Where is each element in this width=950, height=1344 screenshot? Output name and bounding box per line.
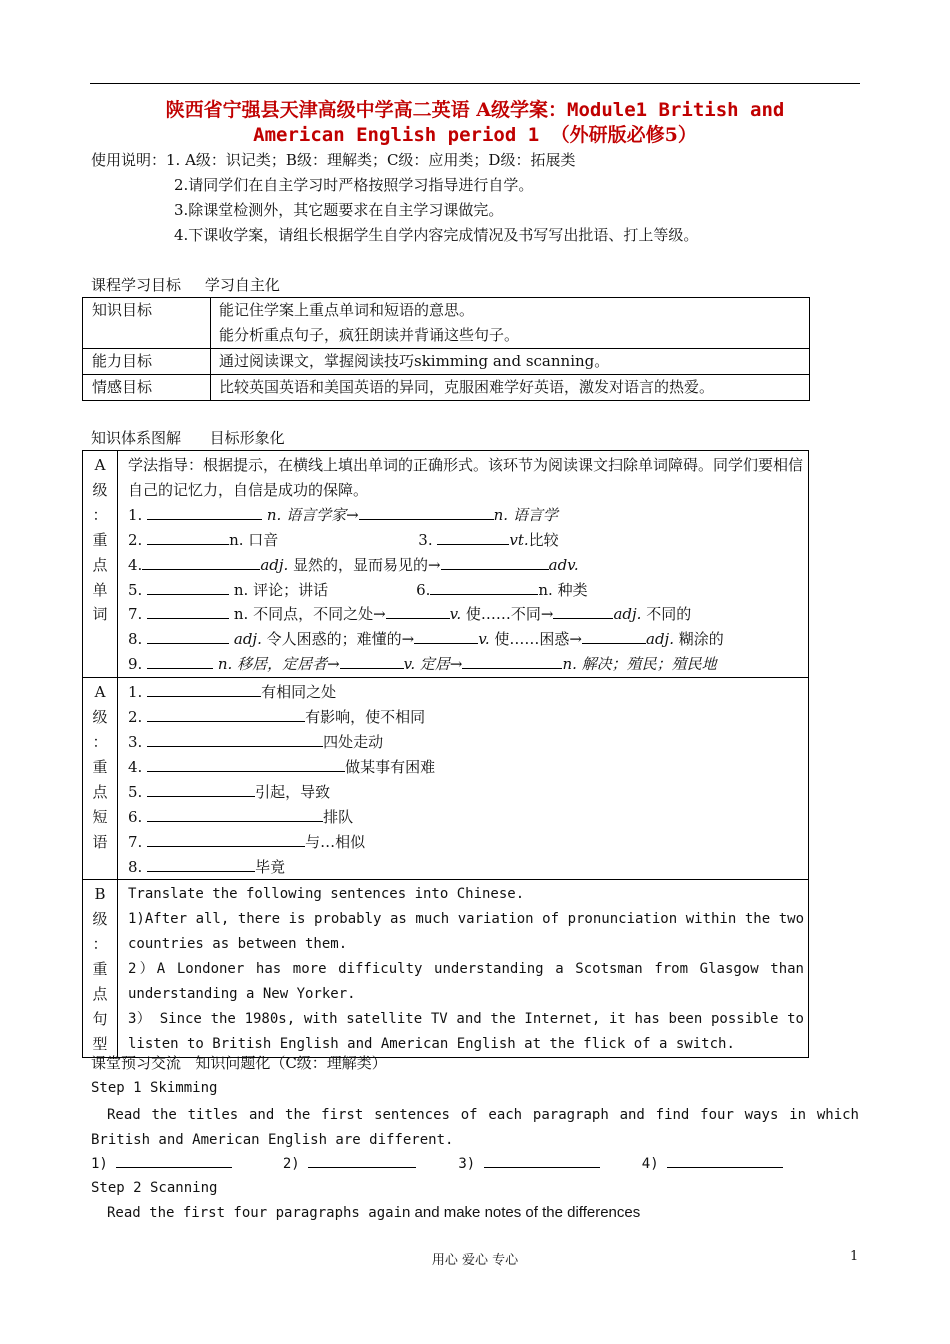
side-char: 点 [92,985,108,1004]
item-num: 1. [128,683,143,702]
words-section [118,451,809,678]
usage-item: 1. A级：识记类；B级：理解类；C级：应用类；D级：拓展类 [166,151,576,169]
word-hint: n. 评论；讲话 [233,580,329,599]
blank-field[interactable] [430,580,538,595]
blank-field[interactable] [142,555,260,570]
word-hint: v. [449,605,462,624]
answer-blanks [91,1153,783,1174]
item-num: 4. [128,757,143,776]
item-num: 7. [128,605,143,624]
word-line-1 [128,503,804,528]
word-line-2 [128,528,804,553]
usage-item: 4.下课收学案，请组长根据学生自学内容完成情况及书写写出批语、打上等级。 [174,226,699,244]
phrase-item [128,680,804,705]
side-char: A [94,456,106,474]
blank-field[interactable] [147,682,261,697]
side-char: ： [92,505,108,524]
step2-heading: Step 2 Scanning [91,1180,218,1196]
usage-item: 2.请同学们在自主学习时严格按照学习指导进行自学。 [174,176,534,194]
blank-field[interactable] [147,857,255,872]
word-line-3 [128,553,804,578]
side-char: 短 [92,807,108,826]
side-char: 语 [92,832,108,851]
goal-value [211,375,810,401]
word-hint: adj. [613,605,642,624]
table-row [83,678,809,880]
item-num: 3. [128,732,143,751]
word-hint: v. [478,630,490,649]
blank-field[interactable] [340,654,404,669]
side-char: 重 [92,530,108,549]
blank-field[interactable] [462,654,562,669]
phrase-text: 与…相似 [305,832,366,851]
word-hint: 使……不同→ [461,605,554,624]
knowledge-heading [91,428,285,448]
phrase-text: 排队 [323,807,354,826]
item-num: 3. [418,530,433,549]
page-number: 1 [850,1249,859,1264]
word-hint: 糊涂的 [673,630,724,649]
phrase-item [128,780,804,805]
words-side-label [83,451,118,678]
page-title [90,98,860,148]
goals-heading-text: 课程学习目标 [91,276,182,294]
goals-subheading-text: 学习自主化 [204,276,280,294]
side-char: 级 [92,480,108,499]
word-hint: n. 移居，定居者→ [217,655,340,674]
word-hint: adj. [646,630,674,649]
blank-field[interactable] [147,707,305,722]
word-line-7 [128,652,804,677]
side-char: B [94,885,106,904]
item-num: 6. [128,807,143,826]
step2-text [107,1202,640,1223]
blank-field[interactable] [147,629,229,644]
side-char: 级 [92,708,108,727]
phrase-item [128,830,804,855]
word-hint: n. 语言学 [493,505,558,524]
item-num: 8. [128,857,143,876]
blank-field[interactable] [386,604,450,619]
blank-field[interactable] [147,757,345,772]
table-row [83,375,810,401]
phrases-side-label [83,678,118,880]
phrase-item [128,730,804,755]
item-num: 1) [91,1156,108,1172]
word-hint: n. 语言学家→ [266,505,359,524]
blank-field[interactable] [414,629,478,644]
knowledge-table [82,450,809,1058]
blank-field[interactable] [582,629,646,644]
goal-line: 能记住学案上重点单词和短语的意思。 [219,301,475,319]
blank-field[interactable] [359,505,494,520]
item-num: 2) [282,1156,300,1172]
blank-field[interactable] [147,732,323,747]
side-char: ： [92,935,108,954]
sentence-item: 2）A Londoner has more difficulty understanding a Scotsman from Glasgow than understanding a New Yorker. [128,961,804,1003]
item-num: 2. [128,708,143,727]
title-cn-2: （外研版必修5） [550,124,697,146]
item-num: 5. [128,782,143,801]
sentences-side-label [83,880,118,1057]
goal-line: 能分析重点句子，疯狂朗读并背诵这些句子。 [219,326,520,344]
word-hint: n. 口音 [229,530,279,549]
footer-motto: 用心 爱心 专心 [431,1253,519,1268]
blank-field[interactable] [147,604,229,619]
side-char: 句 [92,1009,108,1028]
blank-field[interactable] [553,604,613,619]
item-num: 8. [128,630,143,649]
phrase-text: 有相同之处 [261,683,337,702]
blank-field[interactable] [437,530,509,545]
item-num: 5. [128,580,143,599]
study-guide: 学法指导：根据提示，在横线上填出单词的正确形式。该环节为阅读课文扫除单词障碍。同学们要相信自己的记忆力，自信是成功的保障。 [128,456,804,499]
goal-value [211,298,810,349]
phrase-item [128,755,804,780]
goal-label: 知识目标 [83,298,211,349]
sentence-item: 3） Since the 1980s, with satellite TV and the Internet, it has been possible to listen to British English and American English at the flick of a switch. [128,1010,804,1052]
blank-field[interactable] [147,580,229,595]
word-hint: 使……困惑→ [489,630,582,649]
goal-line: 通过阅读课文，掌握阅读技巧skimming and scanning。 [219,352,610,370]
word-hint: vt. [509,530,529,549]
word-hint: n. 不同点，不同之处→ [233,605,386,624]
preview-heading [91,1053,387,1073]
blank-field[interactable] [667,1153,783,1168]
word-line-6 [128,627,804,652]
blank-field[interactable] [441,555,549,570]
word-hint: 显然的，显而易见的→ [288,555,441,574]
step2-text-a: Read the first four paragraphs agai [107,1205,403,1221]
title-en-2: American English period 1 [253,124,551,146]
item-num: 6. [416,580,431,599]
side-char: 单 [92,580,108,599]
table-row [83,451,809,678]
goal-label: 情感目标 [83,375,211,401]
step1-text: Read the titles and the first sentences of each paragraph and find four ways in which British and American English are different. [91,1107,859,1148]
table-row [83,880,809,1057]
side-char: ： [92,732,108,751]
translate-instruction: Translate the following sentences into Chinese. [128,886,525,903]
item-num: 1. [128,505,143,524]
knowledge-heading-text: 知识体系图解 [91,429,182,447]
item-num: 4. [128,555,143,574]
sentences-section [118,880,809,1057]
side-char: 型 [92,1034,108,1053]
goal-label: 能力目标 [83,349,211,375]
side-char: 词 [92,605,108,624]
side-char: 点 [92,782,108,801]
goals-heading [91,275,280,295]
blank-field[interactable] [116,1153,232,1168]
phrase-item [128,855,804,880]
table-row [83,298,810,349]
goal-value [211,349,810,375]
item-num: 3) [458,1156,476,1172]
phrase-text: 引起，导致 [255,782,331,801]
header-rule [90,83,860,84]
item-num: 7. [128,832,143,851]
usage-line-1 [91,150,575,170]
word-hint: n. 种类 [538,580,588,599]
blank-field[interactable] [308,1153,416,1168]
side-char: 点 [92,555,108,574]
item-num: 9. [128,655,143,674]
knowledge-subheading-text: 目标形象化 [209,429,285,447]
blank-field[interactable] [147,782,255,797]
usage-label: 使用说明： [91,151,167,169]
title-en-1: Module1 British and [567,99,785,121]
step2-text-b: n and make notes of the differences [402,1204,641,1221]
phrase-text: 毕竟 [255,857,286,876]
blank-field[interactable] [484,1153,600,1168]
word-hint: adj. [260,555,289,574]
step1-heading: Step 1 Skimming [91,1080,218,1096]
usage-item: 3.除课堂检测外，其它题要求在自主学习课做完。 [174,201,504,219]
phrase-text: 做某事有困难 [345,757,436,776]
word-hint: 不同的 [641,605,692,624]
word-hint: 令人困惑的；难懂的→ [261,630,415,649]
word-line-5 [128,602,804,627]
blank-field[interactable] [147,832,305,847]
side-char: 重 [92,960,108,979]
phrase-text: 有影响，使不相同 [305,708,426,727]
phrase-item [128,705,804,730]
phrase-text: 四处走动 [323,732,384,751]
word-hint: 比较 [528,530,559,549]
preview-heading-text: 课堂预习交流 [91,1054,182,1072]
phrases-section [118,678,809,880]
word-line-4 [128,578,804,603]
side-char: A [94,683,106,702]
sentence-item: 1)After all, there is probably as much variation of pronunciation within the two countries as between them. [128,911,804,953]
phrase-item [128,805,804,830]
preview-subheading-text: 知识问题化（C级：理解类） [195,1054,387,1072]
word-hint: adj. [233,630,262,649]
blank-field[interactable] [147,505,262,520]
side-char: 重 [92,757,108,776]
item-num: 2. [128,530,143,549]
blank-field[interactable] [147,807,323,822]
goals-table [82,297,810,401]
word-hint: v. 定居→ [403,655,463,674]
table-row [83,349,810,375]
word-hint: adv. [548,555,579,574]
side-char: 级 [92,910,108,929]
blank-field[interactable] [147,530,229,545]
item-num: 4) [641,1156,659,1172]
goal-line: 比较英国英语和美国英语的异同，克服困难学好英语，激发对语言的热爱。 [219,378,715,396]
blank-field[interactable] [147,654,213,669]
title-cn-1: 陕西省宁强县天津高级中学高二英语 A级学案： [165,99,567,121]
word-hint: n. 解决；殖民；殖民地 [562,655,717,674]
